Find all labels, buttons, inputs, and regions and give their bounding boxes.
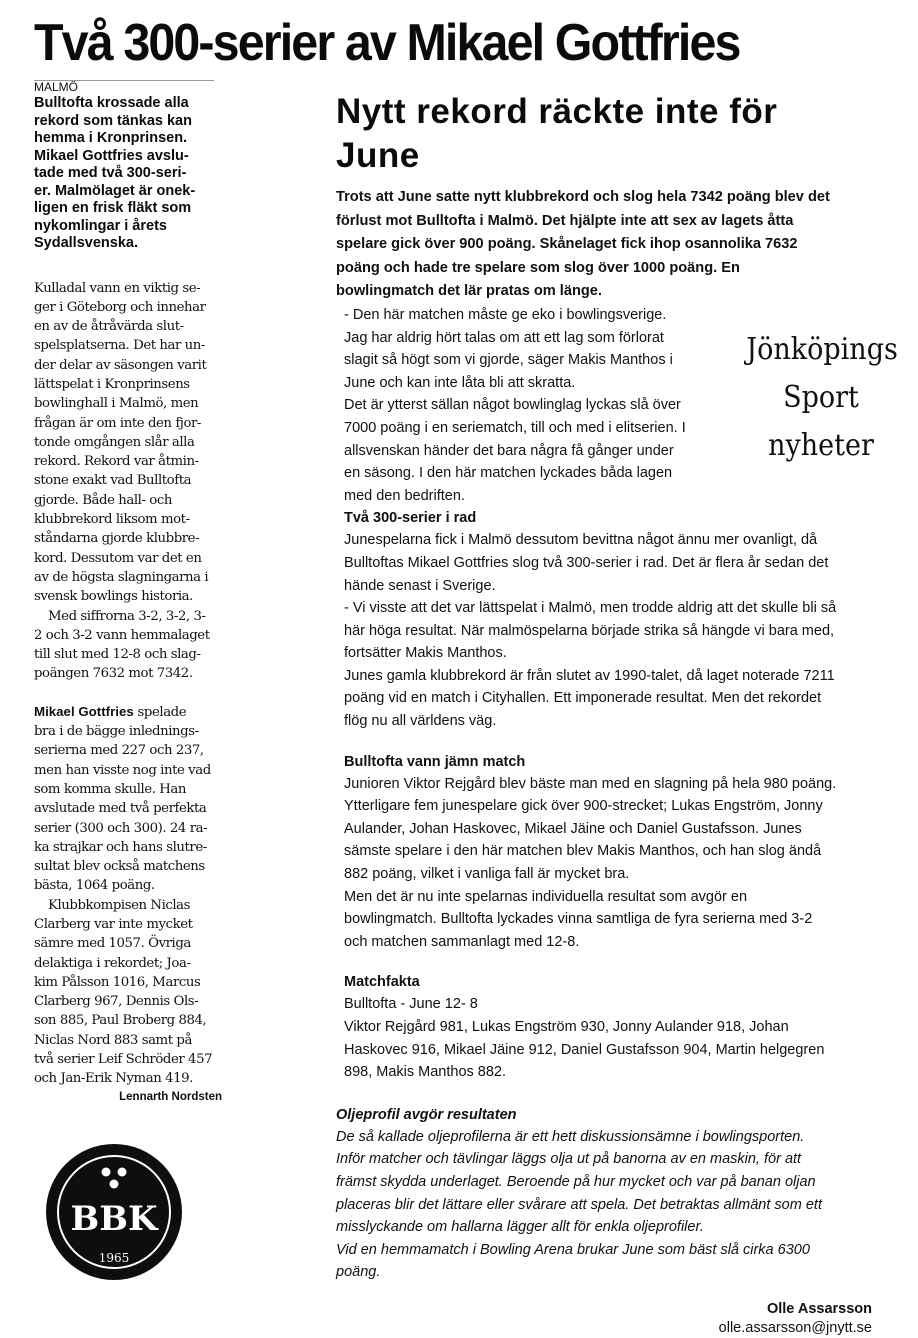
text-line: serierna med 227 och 237, <box>34 743 204 759</box>
text-line: allsvenskan händer det bara några få gånger under <box>344 442 674 459</box>
text-line: Det är ytterst sällan något bowlinglag lyckas slå över <box>344 397 681 414</box>
headline: Två 300-serier av Mikael Gottfries <box>34 14 740 72</box>
text-line: er. Malmölaget är onek- <box>34 182 196 199</box>
text-line: - Vi visste att det var lättspelat i Malmö, men trodde aldrig att det skulle bli så <box>344 600 837 617</box>
text-line: avslutade med två perfekta <box>34 801 207 817</box>
text-line: poäng vid en match i Cityhallen. Ett imponerade resultat. Men det rekordet <box>344 690 822 707</box>
text-line: Ytterligare fem junespelare gick över 900-strecket; Lukas Engström, Jonny <box>344 798 823 815</box>
text-line: Junespelarna fick i Malmö dessutom bevittna något ännu mer ovanligt, då <box>344 532 818 549</box>
right-byline <box>336 1300 872 1338</box>
bowling-club-logo-icon <box>44 1142 184 1282</box>
text-line: poäng och hade tre spelare som slog över 1000 poäng. En <box>336 259 740 276</box>
author-email: olle.assarsson@jnytt.se <box>718 1319 872 1336</box>
text-line: tade med två 300-seri- <box>34 165 187 181</box>
text-line: Clarberg 967, Dennis Ols- <box>34 994 199 1010</box>
text-line: poängen 7632 mot 7342. <box>34 666 193 682</box>
text-line: spelsplatserna. Det har un- <box>34 338 205 354</box>
text-line: serier (300 och 300). 24 ra- <box>34 820 208 836</box>
text-line: sämste spelare i den här matchen blev Makis Manthos, och han slog ändå <box>344 843 822 860</box>
text-line: Inför matcher och tävlingar läggs olja ut på banorna av en maskin, för att <box>336 1151 802 1168</box>
left-byline: Lennarth Nordsten <box>119 1090 222 1103</box>
text-line: frågan är om inte den fjor- <box>34 415 201 431</box>
left-paragraph-2 <box>34 607 230 684</box>
text-line: misslyckande om hallarna lägger allt för enkla oljeprofiler. <box>336 1219 704 1236</box>
text-line: Men det är nu inte spelarnas individuella resultat som avgör en <box>344 888 748 905</box>
right-headline <box>336 90 908 178</box>
text-line: hände senast i Sverige. <box>344 577 496 594</box>
lead-in: Mikael Gottfries <box>34 703 134 719</box>
text-line: klubbrekord liksom mot- <box>34 512 190 528</box>
match-facts <box>344 993 906 1083</box>
text-line: flög nu all världens väg. <box>344 713 497 730</box>
text-line: en säsong. I den här matchen lyckades båda lagen <box>344 465 673 482</box>
text-line: en av de åtråvärda slut- <box>34 319 184 335</box>
text-line: Jag har aldrig hört talas om att ett lag som förlorat <box>344 329 664 346</box>
text-line: 882 poäng, vilket i vanliga fall är mycket bra. <box>344 866 630 883</box>
section-heading: Matchfakta <box>344 974 420 991</box>
text-line: 2 och 3-2 vann hemmalaget <box>34 627 210 643</box>
section-2-body <box>344 773 906 954</box>
text-line: Sydallsvenska. <box>34 235 138 251</box>
text-line: Bulltoftas Mikael Gottfries slog två 300-serier i rad. Det är flera år sedan det <box>344 554 829 571</box>
text-line: hemma i Kronprinsen. <box>34 130 188 146</box>
logo-year: 1965 <box>98 1251 130 1265</box>
text-line: kim Pålsson 1016, Marcus <box>34 974 201 990</box>
text-line: tonde omgången slår alla <box>34 434 195 450</box>
text-line: son 885, Paul Broberg 884, <box>34 1013 207 1029</box>
text-line: svensk bowlings historia. <box>34 589 193 605</box>
left-paragraph-1 <box>34 279 230 607</box>
text-line: ståndarna gjorde klubbre- <box>34 531 200 547</box>
text-line: ka strajkar och hans slutre- <box>34 839 207 855</box>
text-line: Junes gamla klubbrekord är från slutet av 1990-talet, då laget noterade 7211 <box>344 667 835 684</box>
text-line: två serier Leif Schröder 457 <box>34 1052 213 1068</box>
text-line: lättspelat i Kronprinsens <box>34 376 190 392</box>
section-1-body <box>344 529 906 732</box>
spacer <box>336 733 908 751</box>
text-line: gjorde. Både hall- och <box>34 492 172 508</box>
dateline: MALMÖ <box>34 80 79 94</box>
spacer <box>34 684 230 702</box>
text-line: Clarberg var inte mycket <box>34 917 193 932</box>
left-paragraph-3 <box>34 702 230 896</box>
text-line: De så kallade oljeprofilerna är ett hett diskussionsämne i bowlingsporten. <box>336 1128 805 1145</box>
text-line: till slut med 12-8 och slag- <box>34 647 201 663</box>
text-line: ger i Göteborg och innehar <box>34 299 206 315</box>
quote-paragraph <box>344 304 736 507</box>
text-line: Med siffrorna 3-2, 3-2, 3- <box>48 608 206 624</box>
text-line: delaktiga i rekordet; Joa- <box>34 955 191 971</box>
text-line: sultat blev också matchens <box>34 859 205 875</box>
text-line: June och kan inte låta bli att skratta. <box>344 374 576 391</box>
text-line: rekord. Rekord var åtmin- <box>34 454 199 470</box>
text-line: poäng. <box>336 1264 381 1281</box>
right-article <box>336 90 908 1338</box>
text-line: av de högsta slagningarna i <box>34 569 209 585</box>
text-line: bowlingmatch. Bulltofta lyckades vinna samtliga de fyra serierna med 3-2 <box>344 911 813 928</box>
text-line: Vid en hemmamatch i Bowling Arena brukar June som bäst slå cirka 6300 <box>336 1241 810 1258</box>
text-line: bra i de bägge inlednings- <box>34 724 199 740</box>
text-line: kord. Dessutom var det en <box>34 550 202 566</box>
left-article <box>34 80 230 1103</box>
text-line: Haskovec 916, Mikael Jäine 912, Daniel Gustafsson 904, Martin helgegren <box>344 1041 825 1058</box>
text-line: Mikael Gottfries avslu- <box>34 147 189 164</box>
text-line: som komma skulle. Han <box>34 781 187 797</box>
text-line: der delar av säsongen varit <box>34 357 207 373</box>
text-line: nykomlingar i årets <box>34 217 167 234</box>
text-line: fortsätter Makis Manthos. <box>344 645 507 662</box>
text-line: Nytt rekord räckte inte för <box>336 92 778 131</box>
text-line: och Jan-Erik Nyman 419. <box>34 1071 193 1087</box>
text-line: stone exakt vad Bulltofta <box>34 473 192 489</box>
section-heading: Bulltofta vann jämn match <box>344 753 526 770</box>
publication-stamp <box>746 326 898 470</box>
stamp-line: Jönköpings <box>746 332 898 367</box>
stamp-line: Sport <box>783 380 859 415</box>
text-line: - Den här matchen måste ge eko i bowlingsverige. <box>344 306 667 323</box>
text-line: Kulladal vann en viktig se- <box>34 280 201 296</box>
left-ingress <box>34 95 230 253</box>
text-line: Klubbkompisen Niclas <box>48 897 191 913</box>
text-line: Junioren Viktor Rejgård blev bäste man med en slagning på hela 980 poäng. <box>344 775 837 792</box>
author-name: Olle Assarsson <box>766 1300 872 1317</box>
text-line: June <box>336 136 420 175</box>
text-line: spelare gick över 900 poäng. Skånelaget fick ihop osannolika 7632 <box>336 236 798 253</box>
text-line: Trots att June satte nytt klubbrekord och slog hela 7342 poäng blev det <box>336 189 830 205</box>
text-line: bästa, 1064 poäng. <box>34 878 155 894</box>
text-line: rekord som tänkas kan <box>34 112 192 129</box>
text-line: ligen en frisk fläkt som <box>34 200 192 216</box>
stamp-line: nyheter <box>768 428 874 463</box>
text-line: placeras blir det lättare eller svårare att spela. Det betraktas allmänt som ett <box>336 1196 822 1213</box>
spacer <box>336 1084 908 1104</box>
sidebar-body <box>336 1126 884 1284</box>
text-line: och matchen sammanlagt med 12-8. <box>344 933 580 950</box>
spacer <box>336 953 908 971</box>
section-heading: Två 300-serier i rad <box>344 510 477 527</box>
logo-letters: BBK <box>70 1199 158 1239</box>
left-paragraph-4 <box>34 896 230 1089</box>
text-line: främst skydda underlaget. Beroende på hur mycket och var på banan oljan <box>336 1173 816 1190</box>
text-line: 7000 poäng i en seriematch, till och med i elitserien. I <box>344 419 686 436</box>
text-line: spelade <box>133 704 187 720</box>
text-line: men han visste nog inte vad <box>34 762 211 778</box>
text-line: slagit så högt som vi gjorde, säger Makis Manthos i <box>344 352 673 369</box>
text-line: Viktor Rejgård 981, Lukas Engström 930, Jonny Aulander 918, Johan <box>344 1019 789 1035</box>
text-line: bowlingmatch det lär pratas om länge. <box>336 283 602 300</box>
text-line: Bulltofta - June 12- 8 <box>344 996 478 1013</box>
right-lead <box>336 186 896 304</box>
text-line: bowlinghall i Malmö, men <box>34 396 199 412</box>
text-line: Niclas Nord 883 samt på <box>34 1032 192 1048</box>
text-line: Aulander, Johan Haskovec, Mikael Jäine och Daniel Gustafsson. Junes <box>344 820 802 837</box>
text-line: förlust mot Bulltofta i Malmö. Det hjälpte inte att sex av lagets åtta <box>336 212 794 229</box>
text-line: med den bedriften. <box>344 487 465 504</box>
text-line: Bulltofta krossade alla <box>34 95 189 111</box>
text-line: sämre med 1057. Övriga <box>34 936 191 952</box>
sidebar-heading: Oljeprofil avgör resultaten <box>336 1106 517 1123</box>
text-line: 898, Makis Manthos 882. <box>344 1064 507 1081</box>
text-line: här höga resultat. När malmöspelarna började strika så hängde vi bara med, <box>344 622 835 639</box>
